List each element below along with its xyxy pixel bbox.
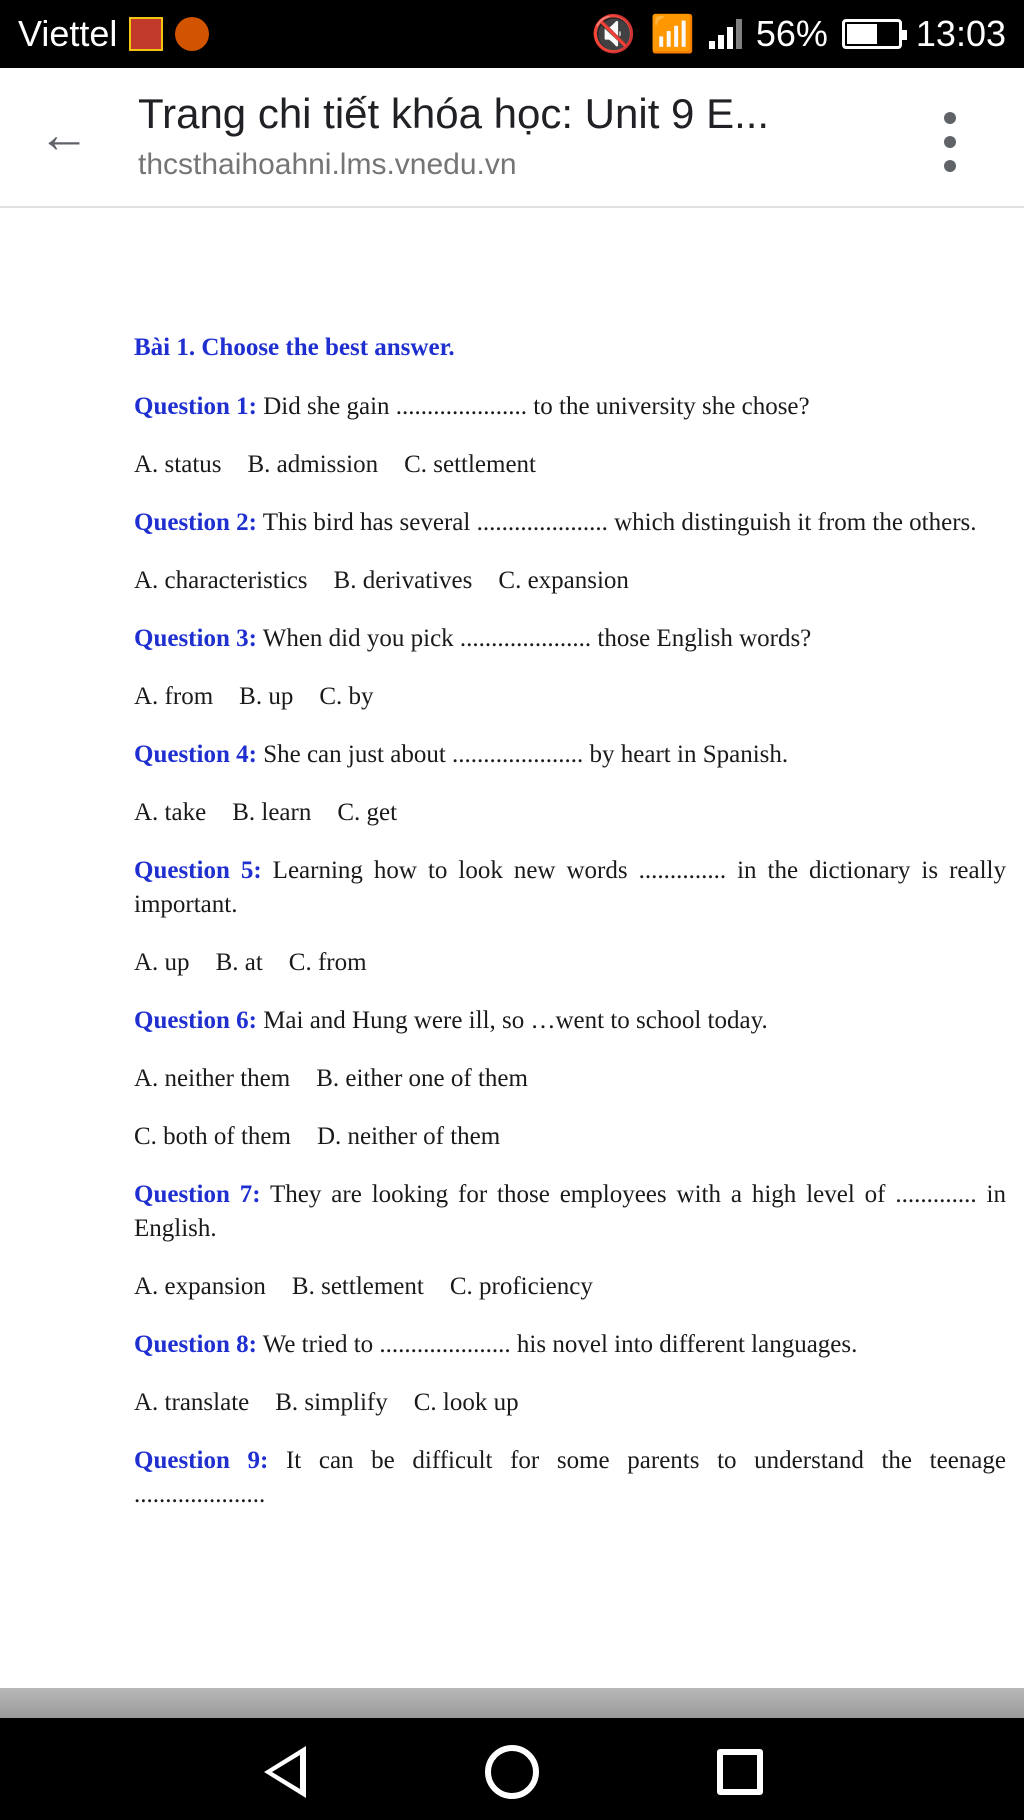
question-2-options (134, 564, 1006, 598)
nav-home-icon[interactable] (482, 1742, 542, 1802)
title-block (138, 90, 838, 182)
battery-percent: 56% (755, 13, 828, 54)
question-5-options (134, 946, 1006, 980)
option: C. look up (413, 1389, 519, 1416)
option: B. learn (232, 799, 312, 826)
question-text: They are looking for those employees with a high level of ............. in English. (134, 1181, 1006, 1242)
question-label: Question 8: (134, 1331, 257, 1358)
carrier-name: Viettel (18, 13, 118, 54)
nav-recents-icon[interactable] (710, 1742, 770, 1802)
option: B. derivatives (333, 567, 473, 594)
option: B. either one of them (316, 1065, 528, 1092)
navigation-bar (0, 1718, 1024, 1820)
question-text: We tried to ..................... his novel into different languages. (256, 1331, 858, 1358)
option: B. admission (247, 451, 379, 478)
question-text: She can just about ..................... by heart in Spanish. (256, 741, 789, 768)
question-8-options (134, 1386, 1006, 1420)
app-notification-icon (175, 17, 209, 51)
question-2 (134, 506, 1006, 540)
question-3 (134, 622, 1006, 656)
app-bar (0, 68, 1024, 208)
nav-back-icon[interactable] (256, 1742, 316, 1802)
question-label: Question 6: (134, 1007, 257, 1034)
page-title: Trang chi tiết khóa học: Unit 9 E... (138, 90, 770, 137)
question-label: Question 1: (134, 393, 257, 420)
mute-icon: 🔇 (591, 13, 637, 54)
question-7 (134, 1178, 1006, 1246)
question-text: When did you pick ..................... those English words? (256, 625, 812, 652)
option: C. get (337, 799, 398, 826)
question-text: Did she gain ..................... to the university she chose? (256, 393, 810, 420)
option: C. expansion (498, 567, 629, 594)
question-6-options (134, 1062, 1006, 1096)
question-6 (134, 1004, 1006, 1038)
question-8 (134, 1328, 1006, 1362)
question-1 (134, 390, 1006, 424)
question-label: Question 7: (134, 1181, 261, 1208)
more-options-icon[interactable] (930, 112, 970, 172)
page-url: thcsthaihoahni.lms.vnedu.vn (138, 148, 517, 181)
signal-icon (709, 19, 742, 49)
option: C. by (319, 683, 374, 710)
question-4-options (134, 796, 1006, 830)
question-9 (134, 1444, 1006, 1512)
question-text: This bird has several ..................... which distinguish it from the others. (256, 509, 977, 536)
question-4 (134, 738, 1006, 772)
option: A. characteristics (134, 567, 308, 594)
option: A. translate (134, 1389, 250, 1416)
question-label: Question 4: (134, 741, 257, 768)
question-6-options-row2 (134, 1120, 1006, 1154)
option: C. both of them (134, 1123, 291, 1150)
option: C. proficiency (449, 1273, 593, 1300)
option: A. neither them (134, 1065, 291, 1092)
question-7-options (134, 1270, 1006, 1304)
document-content (134, 334, 1006, 1536)
question-text: It can be difficult for some parents to understand the teenage ..................... (134, 1447, 1006, 1508)
option: C. from (288, 949, 367, 976)
question-label: Question 9: (134, 1447, 269, 1474)
option: A. expansion (134, 1273, 266, 1300)
back-arrow-icon[interactable]: ← (38, 106, 90, 164)
question-text: Learning how to look new words .............. in the dictionary is really important. (134, 857, 1006, 918)
exercise-heading: Bài 1. Choose the best answer. (134, 334, 455, 361)
clock: 13:03 (915, 13, 1006, 54)
question-text: Mai and Hung were ill, so …went to school today. (256, 1007, 768, 1034)
battery-icon (842, 19, 902, 49)
page-bottom-shadow (0, 1688, 1024, 1718)
option: A. take (134, 799, 207, 826)
notification-icon (129, 17, 163, 51)
option: B. settlement (291, 1273, 424, 1300)
status-bar (0, 0, 1024, 68)
option: A. up (134, 949, 190, 976)
question-3-options (134, 680, 1006, 714)
option: B. at (215, 949, 263, 976)
option: A. status (134, 451, 222, 478)
question-label: Question 3: (134, 625, 257, 652)
question-label: Question 5: (134, 857, 262, 884)
option: C. settlement (404, 451, 536, 478)
option: B. up (239, 683, 294, 710)
option: D. neither of them (316, 1123, 501, 1150)
option: B. simplify (275, 1389, 388, 1416)
question-label: Question 2: (134, 509, 257, 536)
question-5 (134, 854, 1006, 922)
question-1-options (134, 448, 1006, 482)
wifi-icon: 📶 (650, 13, 695, 54)
option: A. from (134, 683, 214, 710)
